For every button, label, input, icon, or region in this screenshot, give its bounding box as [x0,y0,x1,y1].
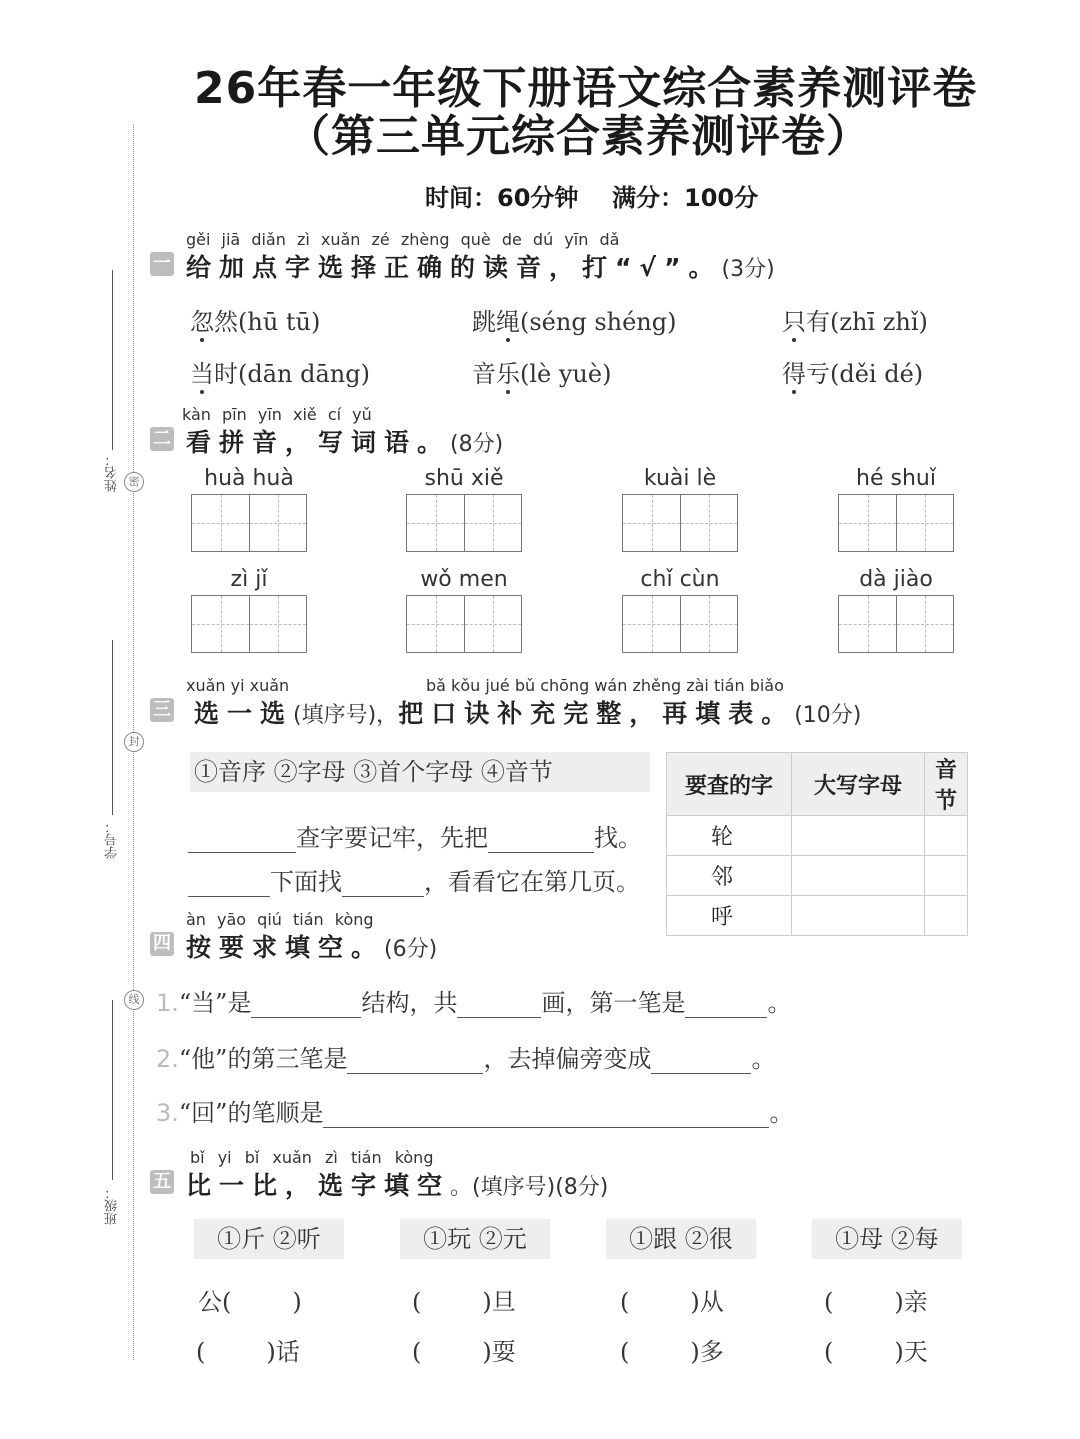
blank-field[interactable] [457,991,541,1018]
blank-field[interactable] [251,991,361,1018]
s1-item-1 [190,302,320,337]
table-cell-char: 轮 [667,816,792,856]
s5-title-a: 比一比， [186,1171,319,1200]
s1-item-options[interactable]: (hū tū) [238,308,321,336]
s4-q1-a: “当”是 [178,989,252,1017]
s1-item-dotted-char: 忽 [190,308,214,336]
s2-word-pinyin: kuài lè [643,466,717,491]
s3-line2-mid: 下面找 [270,868,342,896]
s4-question-2 [156,1039,775,1074]
s1-item-dotted-char: 当 [190,360,214,388]
s2-word-pinyin: zì jǐ [230,567,268,592]
writing-grid[interactable] [838,494,954,552]
writing-grid[interactable] [406,494,522,552]
writing-grid[interactable] [406,595,522,653]
s5-fill-item[interactable]: ( )天 [824,1338,928,1366]
s3-score: (10分) [794,703,862,728]
s2-word-pinyin: shū xiě [424,466,504,491]
table-header: 要查的字 [667,753,792,816]
blank-field[interactable] [488,826,594,853]
blank-field[interactable] [651,1047,751,1074]
s1-title [186,248,775,284]
table-row [667,816,968,856]
seal-mark-1: 密 [124,472,144,492]
s5-pinyin: bǐ yi bǐ xuǎn zì tián kòng [190,1148,434,1167]
s2-pinyin: kàn pīn yīn xiě cí yǔ [182,405,372,424]
s3-pinyin-2: bǎ kǒu jué bǔ chōng wán zhěng zài tián biǎo [426,676,784,695]
writing-grid[interactable] [838,595,954,653]
s1-item-2 [472,302,677,337]
section-1-icon: 一 [150,252,174,276]
blank-field[interactable] [323,1101,769,1128]
s1-item-options[interactable]: (lè yuè) [520,360,612,388]
s1-item-4 [190,354,370,389]
s5-fill-item[interactable]: ( )亲 [824,1288,928,1316]
seal-mark-3: 线 [124,990,144,1010]
s5-options: ①母 ②每 [812,1219,962,1259]
s1-item-char: 然 [214,308,238,336]
table-cell-input[interactable] [925,896,968,936]
s2-title-text: 看拼音，写词语。 [186,428,451,457]
s5-options: ①跟 ②很 [606,1219,756,1259]
s4-question-1 [156,983,791,1018]
s4-q1-b: 结构，共 [361,989,458,1017]
lookup-table [666,752,968,936]
s5-fill-item[interactable]: ( )耍 [412,1338,516,1366]
writing-grid[interactable] [622,595,738,653]
s5-options: ①玩 ②元 [400,1219,550,1259]
s2-word-pinyin: hé shuǐ [856,466,936,491]
s1-item-6 [782,354,923,389]
s3-options: ①音序 ②字母 ③首个字母 ④音节 [190,752,650,792]
question-number: 2. [156,1045,179,1073]
s5-fill-item[interactable]: 公( ) [198,1288,302,1316]
s3-line-1 [188,818,642,853]
table-header: 大写字母 [792,753,925,816]
end-mark: 。 [769,1099,794,1127]
blank-field[interactable] [342,870,424,897]
s1-score: (3分) [721,257,775,282]
s1-item-char: 音 [472,360,496,388]
s4-q1-c: 画，第一笔是 [541,989,686,1017]
name-line [112,270,113,450]
s1-item-3 [782,302,928,337]
blank-field[interactable] [188,870,270,897]
s1-item-char: 时 [214,360,238,388]
table-cell-input[interactable] [925,856,968,896]
blank-field[interactable] [347,1047,483,1074]
s5-options: ①斤 ②听 [194,1219,344,1259]
table-header: 音节 [925,753,968,816]
s1-item-dotted-char: 只 [782,308,806,336]
s1-item-options[interactable]: (séng shéng) [520,308,677,336]
id-line [112,640,113,815]
s5-fill-item[interactable]: ( )多 [620,1338,724,1366]
s5-title-b: 选字填空 [318,1171,451,1200]
s2-title [186,423,503,459]
s5-fill-item[interactable]: ( )旦 [412,1288,516,1316]
s4-q2-b: ，去掉偏旁变成 [483,1045,652,1073]
s2-word-pinyin: wǒ men [420,567,508,592]
s3-title-b: (填序号)， [293,703,399,728]
s5-fill-item[interactable]: ( )话 [196,1338,300,1366]
s2-score: (8分) [450,432,504,457]
writing-grid[interactable] [622,494,738,552]
section-5-icon: 五 [150,1170,174,1194]
table-cell-input[interactable] [792,896,925,936]
s4-title-text: 按要求填空。 [186,933,385,962]
table-cell-char: 呼 [667,896,792,936]
page-title: 26年春一年级下册语文综合素养测评卷 [194,63,978,114]
score-label: 满分：100分 [612,184,759,212]
s3-line1-end: 找。 [594,824,642,852]
writing-grid[interactable] [191,595,307,653]
s1-item-dotted-char: 得 [782,360,806,388]
table-cell-input[interactable] [792,856,925,896]
s4-title [186,928,437,964]
s1-item-char: 跳 [472,308,496,336]
table-row [667,896,968,936]
class-line [112,1000,113,1180]
class-label: 班级： [105,1186,120,1225]
id-label: 学号： [105,820,120,859]
section-2-icon: 二 [150,427,174,451]
table-cell-input[interactable] [792,816,925,856]
s3-line2-end: ，看看它在第几页。 [424,868,640,896]
section-4-icon: 四 [150,932,174,956]
s4-q2-a: “他”的第三笔是 [178,1045,348,1073]
s1-item-options[interactable]: (zhī zhǐ) [830,308,928,336]
name-label: 姓名： [105,453,120,492]
s3-line1-mid: 查字要记牢，先把 [296,824,488,852]
end-mark: 。 [767,989,792,1017]
s4-q3-a: “回”的笔顺是 [178,1099,324,1127]
s5-title-c: 。(填序号)(8分) [450,1175,609,1200]
s5-title [186,1166,608,1202]
s1-pinyin: gěi jiā diǎn zì xuǎn zé zhèng què de dú yīn dǎ [186,230,620,249]
s1-item-dotted-char: 绳 [496,308,520,336]
s3-pinyin-1: xuǎn yi xuǎn [186,676,290,695]
question-number: 1. [156,989,179,1017]
section-3-icon: 三 [150,698,174,722]
s1-item-dotted-char: 乐 [496,360,520,388]
s4-question-3 [156,1093,793,1128]
s4-score: (6分) [384,937,438,962]
s2-word-pinyin: chǐ cùn [640,567,720,592]
s1-item-options[interactable]: (děi dé) [830,360,924,388]
s1-item-char: 亏 [806,360,830,388]
s1-item-5 [472,354,611,389]
table-cell-input[interactable] [925,816,968,856]
s1-title-text: 给加点字选择正确的读音，打“√”。 [186,253,722,282]
s1-item-options[interactable]: (dān dāng) [238,360,370,388]
s5-fill-item[interactable]: ( )从 [620,1288,724,1316]
blank-field[interactable] [685,991,767,1018]
seal-mark-2: 封 [124,732,144,752]
table-row [667,856,968,896]
blank-field[interactable] [188,826,296,853]
question-number: 3. [156,1099,179,1127]
page-subtitle: （第三单元综合素养测评卷） [286,111,871,162]
end-mark: 。 [751,1045,776,1073]
s3-title [194,694,861,730]
s3-title-c: 把口诀补充完整，再填表。 [398,699,795,728]
s3-title-a: 选一选 [194,699,294,728]
s2-word-pinyin: huà huà [204,466,294,491]
s1-item-char: 有 [806,308,830,336]
s3-line-2 [188,862,640,897]
s2-word-pinyin: dà jiào [859,567,933,592]
time-label: 时间：60分钟 [425,184,579,212]
table-cell-char: 邻 [667,856,792,896]
writing-grid[interactable] [191,494,307,552]
s4-pinyin: àn yāo qiú tián kòng [186,910,374,929]
